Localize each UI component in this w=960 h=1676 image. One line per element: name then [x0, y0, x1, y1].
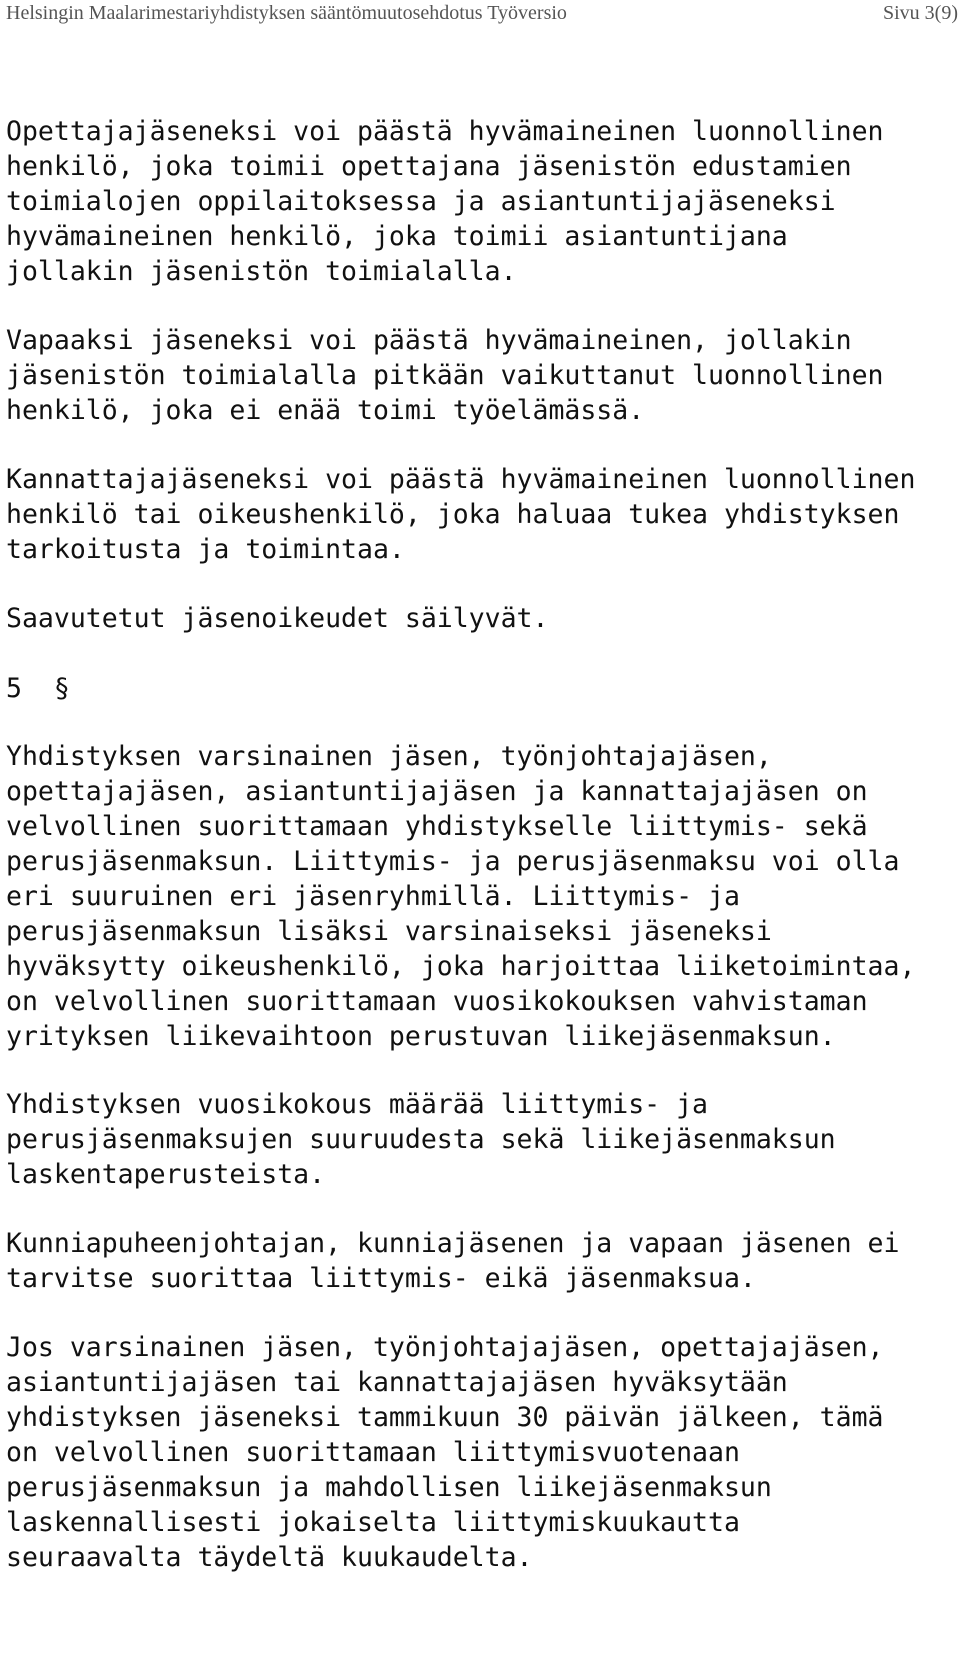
text-line: toimialojen oppilaitoksessa ja asiantuntijajäseneksi [6, 186, 836, 217]
text-line: laskentaperusteista. [6, 1159, 326, 1190]
text-line: on velvollinen suorittamaan liittymisvuotenaan [6, 1437, 740, 1468]
text-line: velvollinen suorittamaan yhdistykselle liittymis- sekä [6, 811, 868, 842]
text-line: Saavutetut jäsenoikeudet säilyvät. [6, 603, 549, 634]
text-line: laskennallisesti jokaiselta liittymiskuukautta [6, 1507, 740, 1538]
text-line: Vapaaksi jäseneksi voi päästä hyvämaineinen, jollakin [6, 325, 852, 356]
text-line: hyväksytty oikeushenkilö, joka harjoittaa liiketoimintaa, [6, 951, 916, 982]
text-line: yhdistyksen jäseneksi tammikuun 30 päivän jälkeen, tämä [6, 1402, 884, 1433]
text-line: perusjäsenmaksujen suuruudesta sekä liikejäsenmaksun [6, 1124, 836, 1155]
text-line: on velvollinen suorittamaan vuosikokouksen vahvistaman [6, 986, 868, 1017]
text-line: henkilö, joka ei enää toimi työelämässä. [6, 395, 645, 426]
text-line: Opettajajäseneksi voi päästä hyvämaineinen luonnollinen [6, 116, 884, 147]
section-number: 5 § [6, 673, 70, 704]
page-header [0, 0, 960, 30]
text-line: opettajajäsen, asiantuntijajäsen ja kannattajajäsen on [6, 776, 868, 807]
text-line: Kannattajajäseneksi voi päästä hyvämaineinen luonnollinen [6, 464, 916, 495]
document-title: Helsingin Maalarimestariyhdistyksen sääntömuutosehdotus Työversio [6, 2, 567, 24]
text-line: yrityksen liikevaihtoon perustuvan liikejäsenmaksun. [6, 1021, 836, 1052]
text-line: perusjäsenmaksun ja mahdollisen liikejäsenmaksun [6, 1472, 772, 1503]
text-line: tarvitse suorittaa liittymis- eikä jäsenmaksua. [6, 1263, 756, 1294]
text-line: seuraavalta täydeltä kuukaudelta. [6, 1542, 533, 1573]
text-line: tarkoitusta ja toimintaa. [6, 534, 405, 565]
text-line: Yhdistyksen vuosikokous määrää liittymis- ja [6, 1089, 708, 1120]
text-line: perusjäsenmaksun lisäksi varsinaiseksi jäseneksi [6, 916, 772, 947]
page-number: Sivu 3(9) [883, 2, 958, 24]
text-line: henkilö, joka toimii opettajana jäsenistön edustamien [6, 151, 852, 182]
text-line: Jos varsinainen jäsen, työnjohtajajäsen, opettajajäsen, [6, 1332, 884, 1363]
text-line: perusjäsenmaksun. Liittymis- ja perusjäsenmaksu voi olla [6, 846, 900, 877]
text-line: jäsenistön toimialalla pitkään vaikuttanut luonnollinen [6, 360, 884, 391]
text-line: hyvämaineinen henkilö, joka toimii asiantuntijana [6, 221, 788, 252]
text-line: Kunniapuheenjohtajan, kunniajäsenen ja vapaan jäsenen ei [6, 1228, 900, 1259]
text-line: eri suuruinen eri jäsenryhmillä. Liittymis- ja [6, 881, 740, 912]
text-line: henkilö tai oikeushenkilö, joka haluaa tukea yhdistyksen [6, 499, 900, 530]
text-line: Yhdistyksen varsinainen jäsen, työnjohtajajäsen, [6, 741, 772, 772]
text-line: asiantuntijajäsen tai kannattajajäsen hyväksytään [6, 1367, 788, 1398]
text-line: jollakin jäsenistön toimialalla. [6, 256, 517, 287]
